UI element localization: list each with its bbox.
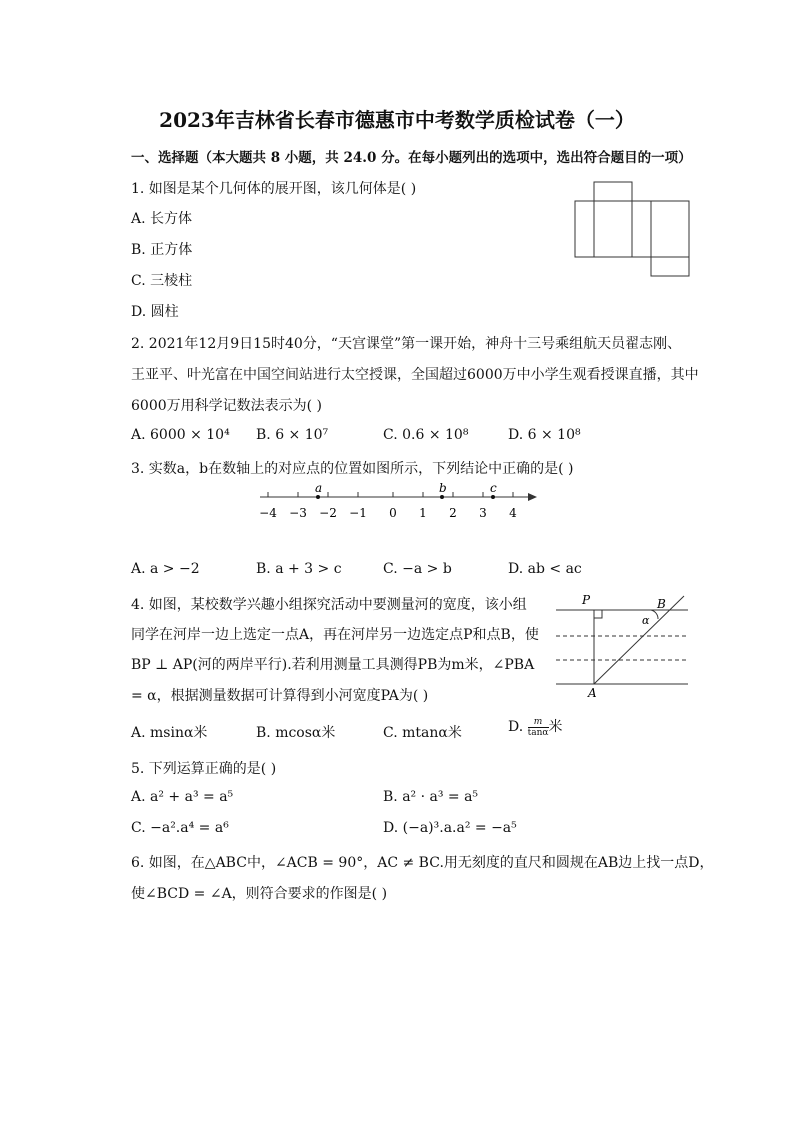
q4-option-d-letter: D. (508, 719, 524, 735)
q3-option-b: B. a + 3 > c (256, 561, 342, 577)
axis-tick-label: 0 (389, 506, 397, 520)
q5-option-b: B. a² · a³ = a⁵ (383, 789, 479, 805)
q1-option-c: C. 三棱柱 (131, 273, 193, 289)
q2-option-a: A. 6000 × 10⁴ (131, 427, 230, 443)
axis-tick-label: 3 (479, 506, 487, 520)
question-5-stem: 5. 下列运算正确的是( ) (131, 761, 277, 777)
axis-tick-label: −3 (289, 506, 307, 520)
q4-option-a: A. msinα米 (131, 725, 208, 741)
question-2-line-1: 2. 2021年12月9日15时40分，“天宫课堂”第一课开始，神舟十三号乘组航天员翟志刚、 (131, 336, 682, 352)
q1-option-b: B. 正方体 (131, 242, 193, 258)
question-1-stem: 1. 如图是某个几何体的展开图，该几何体是( ) (131, 181, 417, 197)
question-3-stem: 3. 实数a，b在数轴上的对应点的位置如图所示，下列结论中正确的是( ) (131, 461, 574, 477)
axis-tick-label: −1 (349, 506, 367, 520)
fraction-numerator: m (528, 717, 549, 728)
river-diagram (552, 588, 697, 700)
fraction-denominator: tanα (527, 727, 549, 738)
q2-option-d: D. 6 × 10⁸ (508, 427, 581, 443)
axis-tick-label: −4 (259, 506, 277, 520)
page-title: 2023年吉林省长春市德惠市中考数学质检试卷（一） (159, 108, 635, 132)
question-6-line-1: 6. 如图，在△ABC中，∠ACB = 90°，AC ≠ BC.用无刻度的直尺和圆规在AB边上找一点D， (131, 855, 714, 871)
q3-option-a: A. a > −2 (131, 561, 200, 577)
question-2-line-3: 6000万用科学记数法表示为( ) (131, 398, 323, 414)
axis-tick-label: 1 (419, 506, 427, 520)
question-4-line-3: BP ⊥ AP(河的两岸平行).若利用测量工具测得PB为m米，∠PBA (131, 657, 535, 673)
fraction (528, 717, 549, 738)
net-diagram (570, 178, 695, 280)
q5-option-a: A. a² + a³ = a⁵ (131, 789, 234, 805)
q2-option-c: C. 0.6 × 10⁸ (383, 427, 469, 443)
q5-option-d: D. (−a)³.a.a² = −a⁵ (383, 820, 517, 836)
q4-option-b: B. mcosα米 (256, 725, 336, 741)
point-label-b: b (439, 481, 447, 495)
q1-option-d: D. 圆柱 (131, 304, 179, 320)
label-p: P (582, 593, 591, 607)
question-6-line-2: 使∠BCD = ∠A，则符合要求的作图是( ) (131, 886, 388, 902)
point-label-c: c (490, 481, 497, 495)
q1-option-a: A. 长方体 (131, 211, 193, 227)
q3-option-c: C. −a > b (383, 561, 452, 577)
q5-option-c: C. −a².a⁴ = a⁶ (131, 820, 229, 836)
label-alpha: α (642, 614, 650, 627)
question-2-line-2: 王亚平、叶光富在中国空间站进行太空授课，全国超过6000万中小学生观看授课直播，其中 (131, 367, 699, 383)
label-b: B (657, 597, 666, 611)
label-a: A (588, 686, 597, 700)
q3-option-d: D. ab < ac (508, 561, 582, 577)
axis-tick-label: −2 (319, 506, 337, 520)
q4-option-d (508, 716, 563, 738)
question-4-line-1: 4. 如图，某校数学兴趣小组探究活动中要测量河的宽度，该小组 (131, 597, 527, 613)
axis-tick-label: 2 (449, 506, 457, 520)
question-4-line-4: = α，根据测量数据可计算得到小河宽度PA为( ) (131, 688, 429, 704)
q2-option-b: B. 6 × 10⁷ (256, 427, 329, 443)
question-4-line-2: 同学在河岸一边上选定一点A，再在河岸另一边选定点P和点B，使 (131, 627, 539, 643)
axis-tick-label: 4 (509, 506, 517, 520)
point-label-a: a (315, 481, 323, 495)
q4-option-d-unit: 米 (548, 719, 563, 735)
section-heading: 一、选择题（本大题共 8 小题，共 24.0 分。在每小题列出的选项中，选出符合题目的一项） (131, 150, 692, 166)
q4-option-c: C. mtanα米 (383, 725, 462, 741)
number-line (255, 480, 545, 522)
